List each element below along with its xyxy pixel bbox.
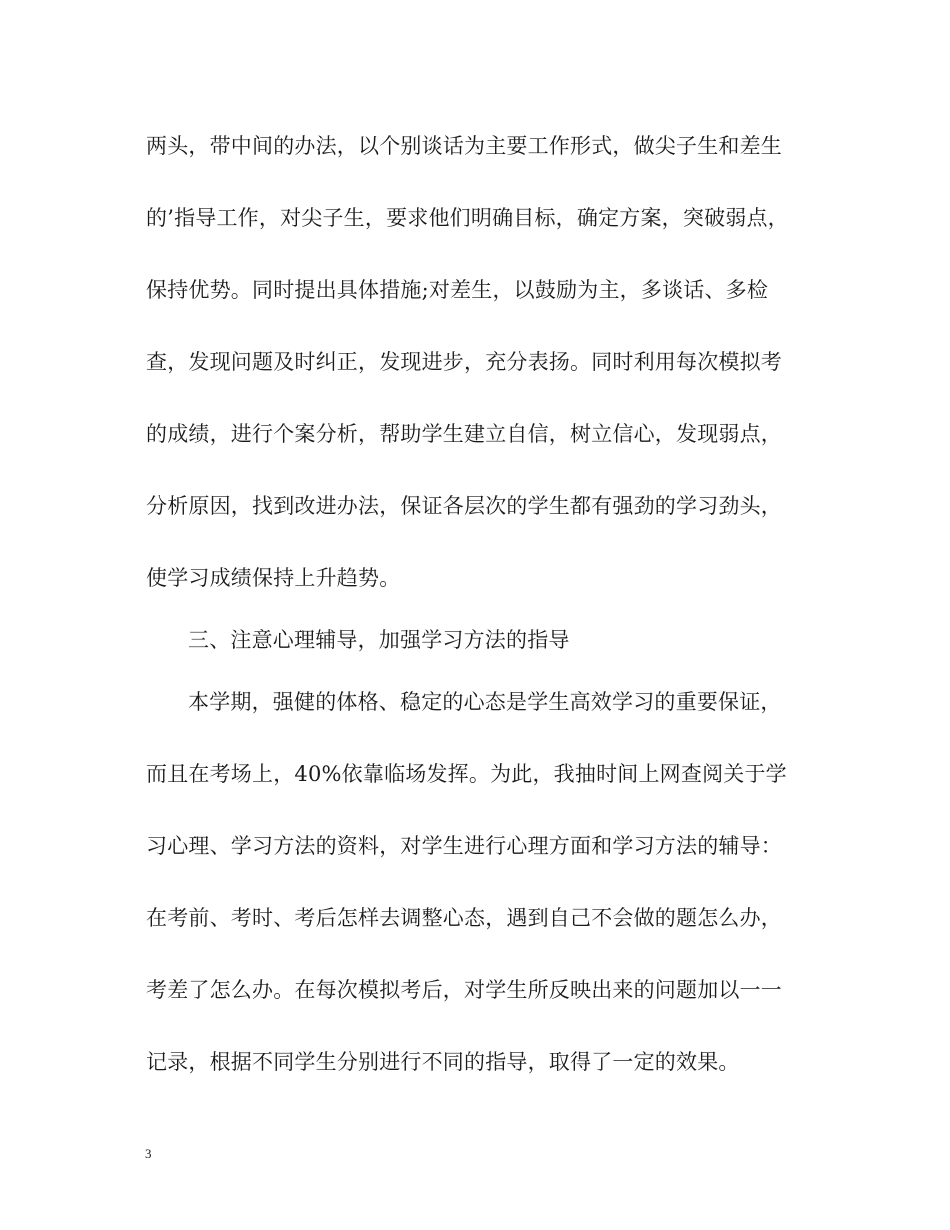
paragraph-line: 的’指导工作，对尖子生，要求他们明确目标，确定方案，突破弱点， — [146, 206, 789, 230]
paragraph-line: 使学习成绩保持上升趋势。 — [146, 566, 401, 590]
paragraph-line: 在考前、考时、考后怎样去调整心态，遇到自己不会做的题怎么办， — [146, 906, 782, 930]
paragraph-line: 而且在考场上，40%依靠临场发挥。为此，我抽时间上网查阅关于学 — [146, 762, 787, 786]
paragraph-line: 考差了怎么办。在每次模拟考后，对学生所反映出来的问题加以一一 — [146, 978, 782, 1002]
paragraph-line: 习心理、学习方法的资料，对学生进行心理方面和学习方法的辅导： — [146, 834, 782, 858]
page-number: 3 — [145, 1146, 152, 1161]
paragraph-line: 查，发现问题及时纠正，发现进步，充分表扬。同时利用每次模拟考 — [146, 350, 782, 374]
paragraph-line: 本学期，强健的体格、稳定的心态是学生高效学习的重要保证， — [188, 690, 782, 714]
section-heading: 三、注意心理辅导，加强学习方法的指导 — [188, 628, 570, 652]
paragraph-line: 两头，带中间的办法，以个别谈话为主要工作形式，做尖子生和差生 — [146, 134, 782, 158]
paragraph-line: 记录，根据不同学生分别进行不同的指导，取得了一定的效果。 — [146, 1050, 740, 1074]
paragraph-line: 保持优势。同时提出具体措施;对差生，以鼓励为主，多谈话、多检 — [146, 278, 769, 302]
paragraph-line: 的成绩，进行个案分析，帮助学生建立自信，树立信心，发现弱点， — [146, 422, 782, 446]
paragraph-line: 分析原因，找到改进办法，保证各层次的学生都有强劲的学习劲头， — [146, 494, 782, 518]
